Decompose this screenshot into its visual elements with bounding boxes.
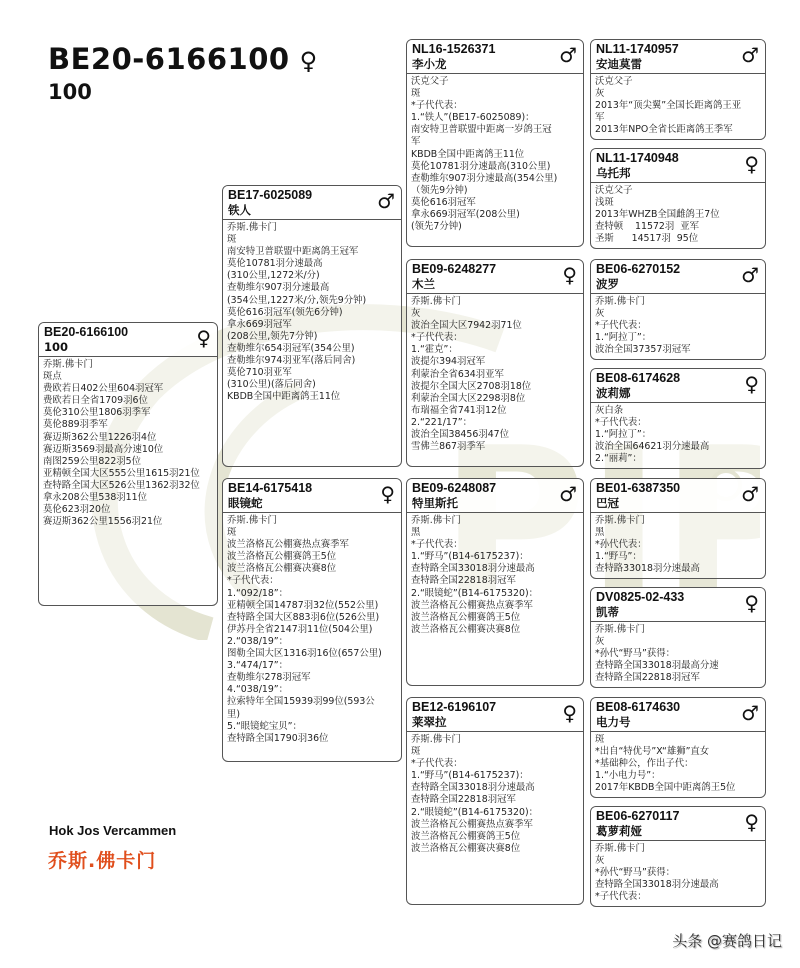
ring-number: BE08-6174628 [596, 371, 681, 385]
ring-number: NL11-1740948 [596, 151, 679, 165]
card-body [39, 357, 217, 530]
card-sd-sire [590, 259, 766, 360]
card-line: *子代代表： [595, 320, 647, 332]
card-line: (310公里,1272米/分) [227, 270, 320, 282]
male-icon: ♂ [741, 482, 759, 506]
card-line: (领先7分钟) [411, 221, 462, 233]
card-line: 灰白条 [595, 405, 624, 416]
card-line: 5.“眼镜蛇宝贝”： [227, 720, 302, 732]
card-line: 查勒维尔654羽冠军(354公里) [227, 342, 355, 354]
male-icon: ♂ [741, 43, 759, 67]
pigeon-name: 100 [44, 340, 69, 354]
card-header [39, 323, 217, 357]
ring-number: NL11-1740957 [596, 42, 679, 56]
card-line: *基础种公，作出子代： [595, 758, 694, 770]
card-line: 乔斯.佛卡门 [595, 624, 645, 635]
card-line: 查特路全国1790羽36位 [227, 732, 329, 744]
card-header [591, 149, 765, 183]
pigeon-name: 莱翠拉 [412, 715, 447, 729]
female-icon: ♀ [196, 326, 211, 350]
ring-number: BE14-6175418 [228, 481, 313, 495]
breeder-name-chinese: 乔斯.佛卡门 [48, 850, 157, 872]
female-icon: ♀ [299, 47, 318, 75]
card-line: 浅斑 [595, 197, 614, 209]
ring-number: BE09-6248277 [412, 262, 497, 276]
pedigree-title [48, 42, 317, 104]
ring-number: BE01-6387350 [596, 481, 681, 495]
card-line: 斑点 [43, 371, 62, 383]
card-line: 斑 [595, 734, 605, 745]
male-icon: ♂ [377, 189, 395, 213]
card-line: 黑 [411, 527, 421, 539]
card-header [591, 807, 765, 841]
ring-number: NL16-1526371 [412, 42, 496, 56]
card-line: 乔斯.佛卡门 [595, 843, 645, 854]
male-icon: ♂ [559, 482, 577, 506]
card-line: 灰 [595, 88, 605, 100]
card-line: 乔斯.佛卡门 [227, 222, 277, 233]
card-line: 1.“野马”(B14-6175237)： [411, 551, 529, 563]
card-line: 波兰洛格瓦公棚赛鸽王5位 [411, 830, 521, 842]
card-line: 莫伦310公里1806羽季军 [43, 407, 151, 419]
card-line: 2017年KBDB全国中距离鸽王5位 [595, 782, 736, 794]
card-line: 查特路全国33018羽最高分速 [595, 660, 719, 672]
card-line: 1.“野马”： [595, 551, 642, 563]
card-line: 2.“丽莉”： [595, 453, 642, 465]
female-icon: ♀ [380, 482, 395, 506]
card-line: 2013年WHZB全国雌鸽王7位 [595, 209, 720, 221]
card-line: 1.“阿拉丁”： [595, 332, 652, 344]
card-line: 莫伦889羽季军 [43, 419, 108, 431]
pigeon-name: 葛萝莉娅 [596, 824, 642, 838]
card-line: 波兰洛格瓦公棚赛热点赛季军 [411, 599, 533, 611]
card-body [591, 732, 765, 796]
card-line: KBDB全国中距离鸽王11位 [227, 391, 341, 403]
ring-number: BE12-6196107 [412, 700, 497, 714]
card-sire [222, 185, 402, 467]
female-icon: ♀ [744, 810, 759, 834]
pigeon-name: 乌托邦 [596, 166, 631, 180]
card-subject [38, 322, 218, 606]
card-body [591, 841, 765, 905]
card-line: （领先9分钟) [411, 184, 468, 196]
card-line: 2.“眼镜蛇”(B14-6175320)： [411, 587, 538, 599]
card-line: 查特路全国33018羽分速最高 [411, 563, 535, 575]
card-dam-sire [406, 478, 584, 686]
card-body [591, 183, 765, 247]
card-line: 乔斯.佛卡门 [595, 515, 645, 526]
card-line: 南图259公里822羽5位 [43, 455, 142, 467]
card-body [223, 513, 401, 747]
card-line: *子代代表： [595, 417, 647, 429]
card-line: *孙代代表： [595, 539, 647, 551]
female-icon: ♀ [744, 372, 759, 396]
ring-number: BE20-6166100 [44, 325, 129, 339]
card-line: 波兰洛格瓦公棚赛热点赛季军 [411, 818, 533, 830]
card-line: *子代代表： [595, 891, 647, 903]
card-dd-sire [590, 697, 766, 798]
card-line: 莫伦616羽冠军(领先6分钟) [227, 306, 343, 318]
card-line: 圣斯 14517羽 95位 [595, 233, 699, 245]
card-body [591, 294, 765, 358]
card-line: 乔斯.佛卡门 [411, 734, 461, 745]
card-body [591, 74, 765, 138]
card-line: 布瑞福全省741羽12位 [411, 404, 507, 416]
card-line: 乔斯.佛卡门 [43, 359, 93, 370]
card-line: *子代代表： [411, 539, 463, 551]
card-line: 斑 [227, 527, 237, 539]
card-line: 莫伦10781羽分速最高(310公里) [411, 160, 551, 172]
card-line: 查特路全国22818羽冠军 [595, 672, 700, 684]
pigeon-name: 波罗 [596, 277, 619, 291]
card-header [407, 40, 583, 74]
card-body [591, 403, 765, 467]
subject-name: 100 [48, 80, 92, 104]
card-line: 2013年NPO全省长距离鸽王季军 [595, 124, 733, 136]
breeder-name-english: Hok Jos Vercammen [49, 823, 177, 838]
card-line: 1.“野马”(B14-6175237)： [411, 770, 529, 782]
card-body [407, 294, 583, 455]
male-icon: ♂ [741, 263, 759, 287]
card-sd-dam [590, 368, 766, 469]
card-line: 沃克父子 [595, 185, 633, 196]
card-line: 莫伦10781羽分速最高 [227, 258, 323, 270]
card-line: *子代代表： [227, 575, 279, 587]
male-icon: ♂ [559, 43, 577, 67]
card-line: 波提尔394羽冠军 [411, 356, 486, 368]
card-sire-sire [406, 39, 584, 247]
ring-number: BE06-6270117 [596, 809, 680, 823]
card-header [591, 588, 765, 622]
card-line: 亚精顿全国大区555公里1615羽21位 [43, 467, 200, 479]
pigeon-name: 巴冠 [596, 496, 619, 510]
card-line: 赛迈斯362公里1556羽21位 [43, 516, 163, 528]
card-line: 拉索特年全国15939羽99位(593公 [227, 696, 375, 708]
pigeon-name: 木兰 [412, 277, 435, 291]
card-line: 赛迈斯362公里1226羽4位 [43, 431, 157, 443]
card-header [591, 260, 765, 294]
card-line: 波兰洛格瓦公棚赛决赛8位 [411, 623, 521, 635]
pigeon-name: 电力号 [596, 715, 631, 729]
card-line: 3.“474/17”： [227, 660, 289, 672]
card-line: 波兰洛格瓦公棚赛决赛8位 [227, 563, 337, 575]
pigeon-name: 眼镜蛇 [228, 496, 263, 510]
card-line: 灰 [595, 855, 605, 867]
pigeon-name: 安迪莫雷 [596, 57, 642, 71]
card-line: 2.“038/19”： [227, 635, 289, 647]
card-line: 1.“阿拉丁”： [595, 429, 652, 441]
pigeon-name: 李小龙 [412, 57, 447, 71]
card-ds-sire [590, 478, 766, 579]
card-line: 4.“038/19”： [227, 684, 289, 696]
card-line: 查特路全国大区526公里1362羽32位 [43, 479, 200, 491]
ring-number: BE17-6025089 [228, 188, 313, 202]
card-ds-dam [590, 587, 766, 688]
card-line: (354公里,1227米/分,领先9分钟) [227, 294, 367, 306]
card-body [407, 513, 583, 638]
card-line: 乔斯.佛卡门 [411, 515, 461, 526]
card-header [407, 260, 583, 294]
card-line: 波治全国37357羽冠军 [595, 344, 691, 356]
card-body [407, 732, 583, 857]
card-line: 波兰洛格瓦公棚赛决赛8位 [411, 842, 521, 854]
card-line: 里) [227, 708, 241, 720]
card-line: 灰 [595, 308, 605, 320]
card-line: 波兰洛格瓦公棚赛热点赛季军 [227, 539, 349, 551]
card-line: 南安特卫普联盟中距离一岁鸽王冠 [411, 124, 552, 136]
card-body [591, 513, 765, 577]
card-line: *孙代“野马”获得： [595, 648, 676, 660]
card-line: 波治全国64621羽分速最高 [595, 441, 710, 453]
female-icon: ♀ [562, 263, 577, 287]
card-line: 查特顿 11572羽 亚军 [595, 221, 699, 233]
card-line: 乔斯.佛卡门 [227, 515, 277, 526]
card-line: 利蒙治全国大区2298羽8位 [411, 392, 526, 404]
card-line: 图勒全国大区1316羽16位(657公里) [227, 648, 382, 660]
card-line: 斑 [227, 234, 237, 246]
card-line: 沃克父子 [411, 76, 449, 87]
card-line: 波兰洛格瓦公棚赛鸽王5位 [227, 551, 337, 563]
card-line: 乔斯.佛卡门 [411, 296, 461, 307]
card-line: *子代代表： [411, 332, 463, 344]
card-body [407, 74, 583, 235]
card-line: 波提尔全国大区2708羽18位 [411, 380, 532, 392]
card-line: 查特路33018羽分速最高 [595, 563, 700, 575]
card-line: *孙代“野马”获得： [595, 867, 676, 879]
card-line: 黑 [595, 527, 605, 539]
card-line: 利蒙治全省634羽亚军 [411, 368, 504, 380]
card-line: 波兰洛格瓦公棚赛鸽王5位 [411, 611, 521, 623]
card-line: 莫伦616羽冠军 [411, 196, 476, 208]
card-line: 赛迈斯3569羽最高分速10位 [43, 443, 164, 455]
card-line: 亚精顿全国14787羽32位(552公里) [227, 599, 379, 611]
card-line: *出自“特优号”X“雄狮”直女 [595, 746, 710, 758]
card-line: 军 [595, 112, 605, 124]
card-line: *子代代表： [411, 758, 463, 770]
card-sire-dam [406, 259, 584, 467]
source-credit: 头条 @赛鸽日记 [672, 932, 782, 950]
card-ss-sire [590, 39, 766, 140]
card-line: 斑 [411, 746, 421, 758]
pigeon-name: 波莉娜 [596, 386, 631, 400]
ring-number: BE08-6174630 [596, 700, 681, 714]
subject-ring-number: BE20-6166100 [48, 42, 290, 76]
card-line: KBDB全国中距离鸽王11位 [411, 148, 525, 160]
card-line: 伊苏丹全省2147羽11位(504公里) [227, 623, 373, 635]
card-dd-dam [590, 806, 766, 907]
card-line: 乔斯.佛卡门 [595, 296, 645, 307]
card-line: 莫伦623羽20位 [43, 504, 111, 516]
card-line: 南安特卫普联盟中距离鸽王冠军 [227, 246, 359, 258]
card-line: 波治全国38456羽47位 [411, 429, 510, 441]
card-line: 沃克父子 [595, 76, 633, 87]
card-line: 2.“221/17”： [411, 416, 473, 428]
card-line: 费欧若日全省1709羽6位 [43, 395, 148, 407]
card-line: 波治全国大区7942羽71位 [411, 320, 522, 332]
card-line: 军 [411, 136, 421, 148]
ring-number: BE09-6248087 [412, 481, 497, 495]
card-line: 雪佛兰867羽季军 [411, 441, 486, 453]
card-line: 查特路全国33018羽分速最高 [595, 879, 719, 891]
card-line: 拿永208公里538羽11位 [43, 492, 147, 504]
card-header [223, 479, 401, 513]
card-dam-dam [406, 697, 584, 905]
card-line: 1.“小电力号”： [595, 770, 661, 782]
pigeon-name: 凯蒂 [596, 605, 619, 619]
female-icon: ♀ [744, 152, 759, 176]
card-ss-dam [590, 148, 766, 249]
card-line: 查特路全国33018羽分速最高 [411, 782, 535, 794]
card-line: 查特路全国大区883羽6位(526公里) [227, 611, 380, 623]
card-line: 拿永669羽冠军(208公里) [411, 209, 520, 221]
card-line: 1.“霍克”： [411, 344, 458, 356]
pigeon-name: 特里斯托 [412, 496, 458, 510]
ring-number: DV0825-02-433 [596, 590, 685, 604]
card-line: *子代代表： [411, 100, 463, 112]
card-header [591, 698, 765, 732]
card-line: 1.“092/18”： [227, 587, 289, 599]
card-line: 莫伦710羽亚军 [227, 367, 292, 379]
card-line: 查特路全国22818羽冠军 [411, 794, 516, 806]
ring-number: BE06-6270152 [596, 262, 681, 276]
female-icon: ♀ [744, 591, 759, 615]
card-line: 查勒维尔907羽分速最高 [227, 282, 330, 294]
pigeon-name: 铁人 [228, 203, 251, 217]
card-line: 灰 [595, 636, 605, 648]
card-dam [222, 478, 402, 762]
card-header [591, 369, 765, 403]
card-line: 查勒维尔907羽分速最高(354公里) [411, 172, 558, 184]
card-line: 1.“铁人”(BE17-6025089)： [411, 112, 535, 124]
card-line: 费欧若日402公里604羽冠军 [43, 383, 164, 395]
card-line: (208公里,领先7分钟) [227, 330, 318, 342]
card-line: 拿永669羽冠军 [227, 318, 292, 330]
female-icon: ♀ [562, 701, 577, 725]
card-header [223, 186, 401, 220]
card-line: 斑 [411, 88, 421, 100]
card-header [407, 479, 583, 513]
card-line: 查勒维尔278羽冠军 [227, 672, 311, 684]
card-body [223, 220, 401, 405]
card-line: 2013年“顶尖翼”全国长距离鸽王亚 [595, 100, 742, 112]
card-line: (310公里)(落后同舍) [227, 379, 316, 391]
card-header [591, 40, 765, 74]
card-line: 查勒维尔974羽亚军(落后同舍) [227, 355, 356, 367]
card-line: 2.“眼镜蛇”(B14-6175320)： [411, 806, 538, 818]
male-icon: ♂ [741, 701, 759, 725]
card-line: 灰 [411, 308, 421, 320]
card-body [591, 622, 765, 686]
card-header [407, 698, 583, 732]
card-line: 查特路全国22818羽冠军 [411, 575, 516, 587]
card-header [591, 479, 765, 513]
